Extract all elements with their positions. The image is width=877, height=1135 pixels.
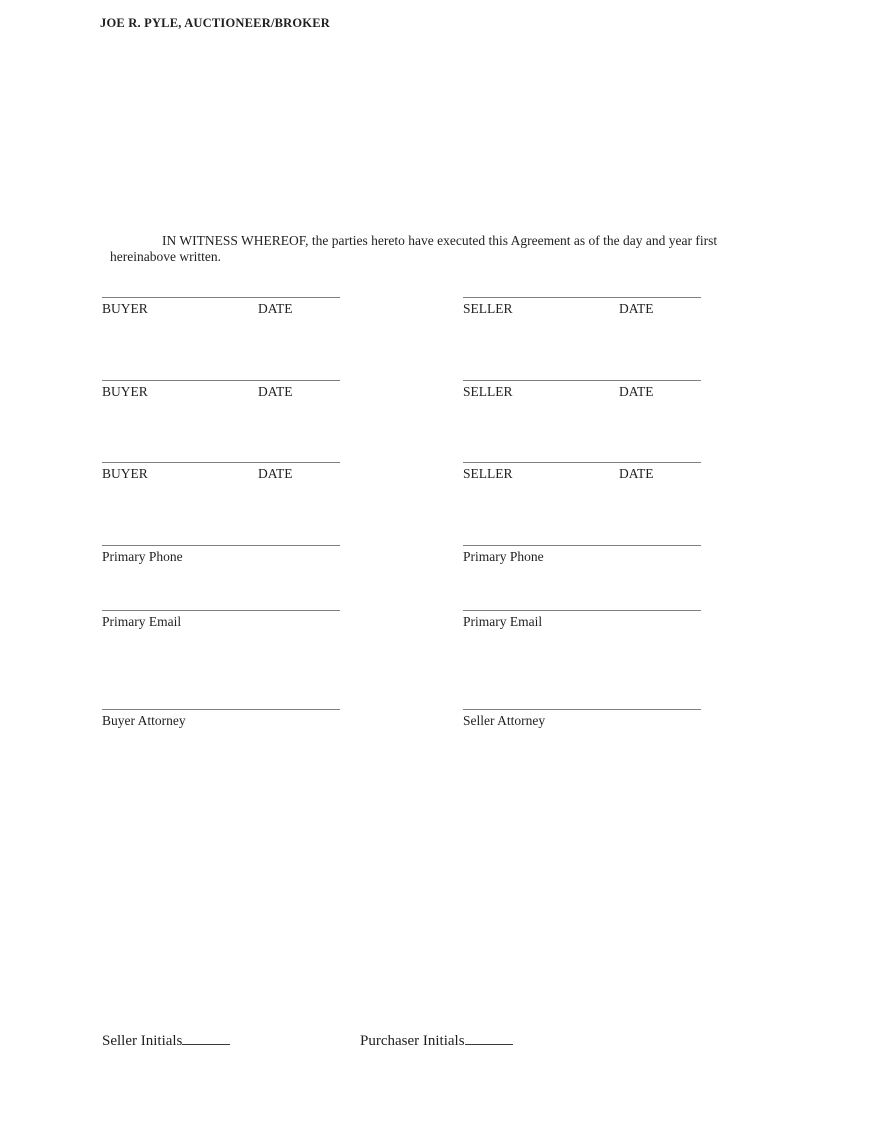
field-label-row xyxy=(102,710,340,729)
field-label-row xyxy=(102,546,340,565)
signature-labels xyxy=(102,463,340,482)
field-label-row xyxy=(463,710,701,729)
primary-phone-label: Primary Phone xyxy=(102,549,183,564)
purchaser-initials-label: Purchaser Initials xyxy=(360,1033,465,1049)
primary-phone-label: Primary Phone xyxy=(463,549,544,564)
date-label: DATE xyxy=(258,384,293,399)
signature-labels xyxy=(463,463,701,482)
seller-signature-field-2 xyxy=(463,380,701,400)
date-label: DATE xyxy=(258,301,293,316)
buyer-signature-field-2 xyxy=(102,380,340,400)
primary-email-label: Primary Email xyxy=(102,614,182,629)
seller-signature-field-3 xyxy=(463,462,701,482)
seller-label: SELLER xyxy=(463,301,513,316)
signature-labels xyxy=(102,298,340,317)
buyer-attorney-label: Buyer Attorney xyxy=(102,713,186,728)
field-label-row xyxy=(463,611,701,630)
seller-initials-label: Seller Initials xyxy=(102,1033,183,1049)
buyer-signature-field-3 xyxy=(102,462,340,482)
buyer-primary-email-field xyxy=(102,610,340,630)
witness-clause-paragraph: IN WITNESS WHEREOF, the parties hereto have executed this Agreement as of the day and year first hereinabove written. xyxy=(110,232,718,264)
field-label-row xyxy=(102,611,340,630)
seller-initials-blank xyxy=(182,1030,230,1045)
buyer-label: BUYER xyxy=(102,466,148,481)
date-label: DATE xyxy=(258,466,293,481)
signature-labels xyxy=(463,381,701,400)
purchaser-initials xyxy=(360,1030,513,1050)
seller-primary-email-field xyxy=(463,610,701,630)
signature-labels xyxy=(463,298,701,317)
date-label: DATE xyxy=(619,466,654,481)
seller-attorney-field xyxy=(463,709,701,729)
signature-labels xyxy=(102,381,340,400)
seller-primary-phone-field xyxy=(463,545,701,565)
buyer-label: BUYER xyxy=(102,384,148,399)
buyer-signature-field-1 xyxy=(102,297,340,317)
broker-header: JOE R. PYLE, AUCTIONEER/BROKER xyxy=(100,16,330,30)
primary-email-label: Primary Email xyxy=(463,614,543,629)
seller-label: SELLER xyxy=(463,384,513,399)
date-label: DATE xyxy=(619,384,654,399)
seller-attorney-label: Seller Attorney xyxy=(463,713,546,728)
seller-signature-field-1 xyxy=(463,297,701,317)
buyer-label: BUYER xyxy=(102,301,148,316)
buyer-primary-phone-field xyxy=(102,545,340,565)
seller-label: SELLER xyxy=(463,466,513,481)
date-label: DATE xyxy=(619,301,654,316)
field-label-row xyxy=(463,546,701,565)
purchaser-initials-blank xyxy=(465,1030,513,1045)
buyer-attorney-field xyxy=(102,709,340,729)
seller-initials xyxy=(102,1030,230,1050)
